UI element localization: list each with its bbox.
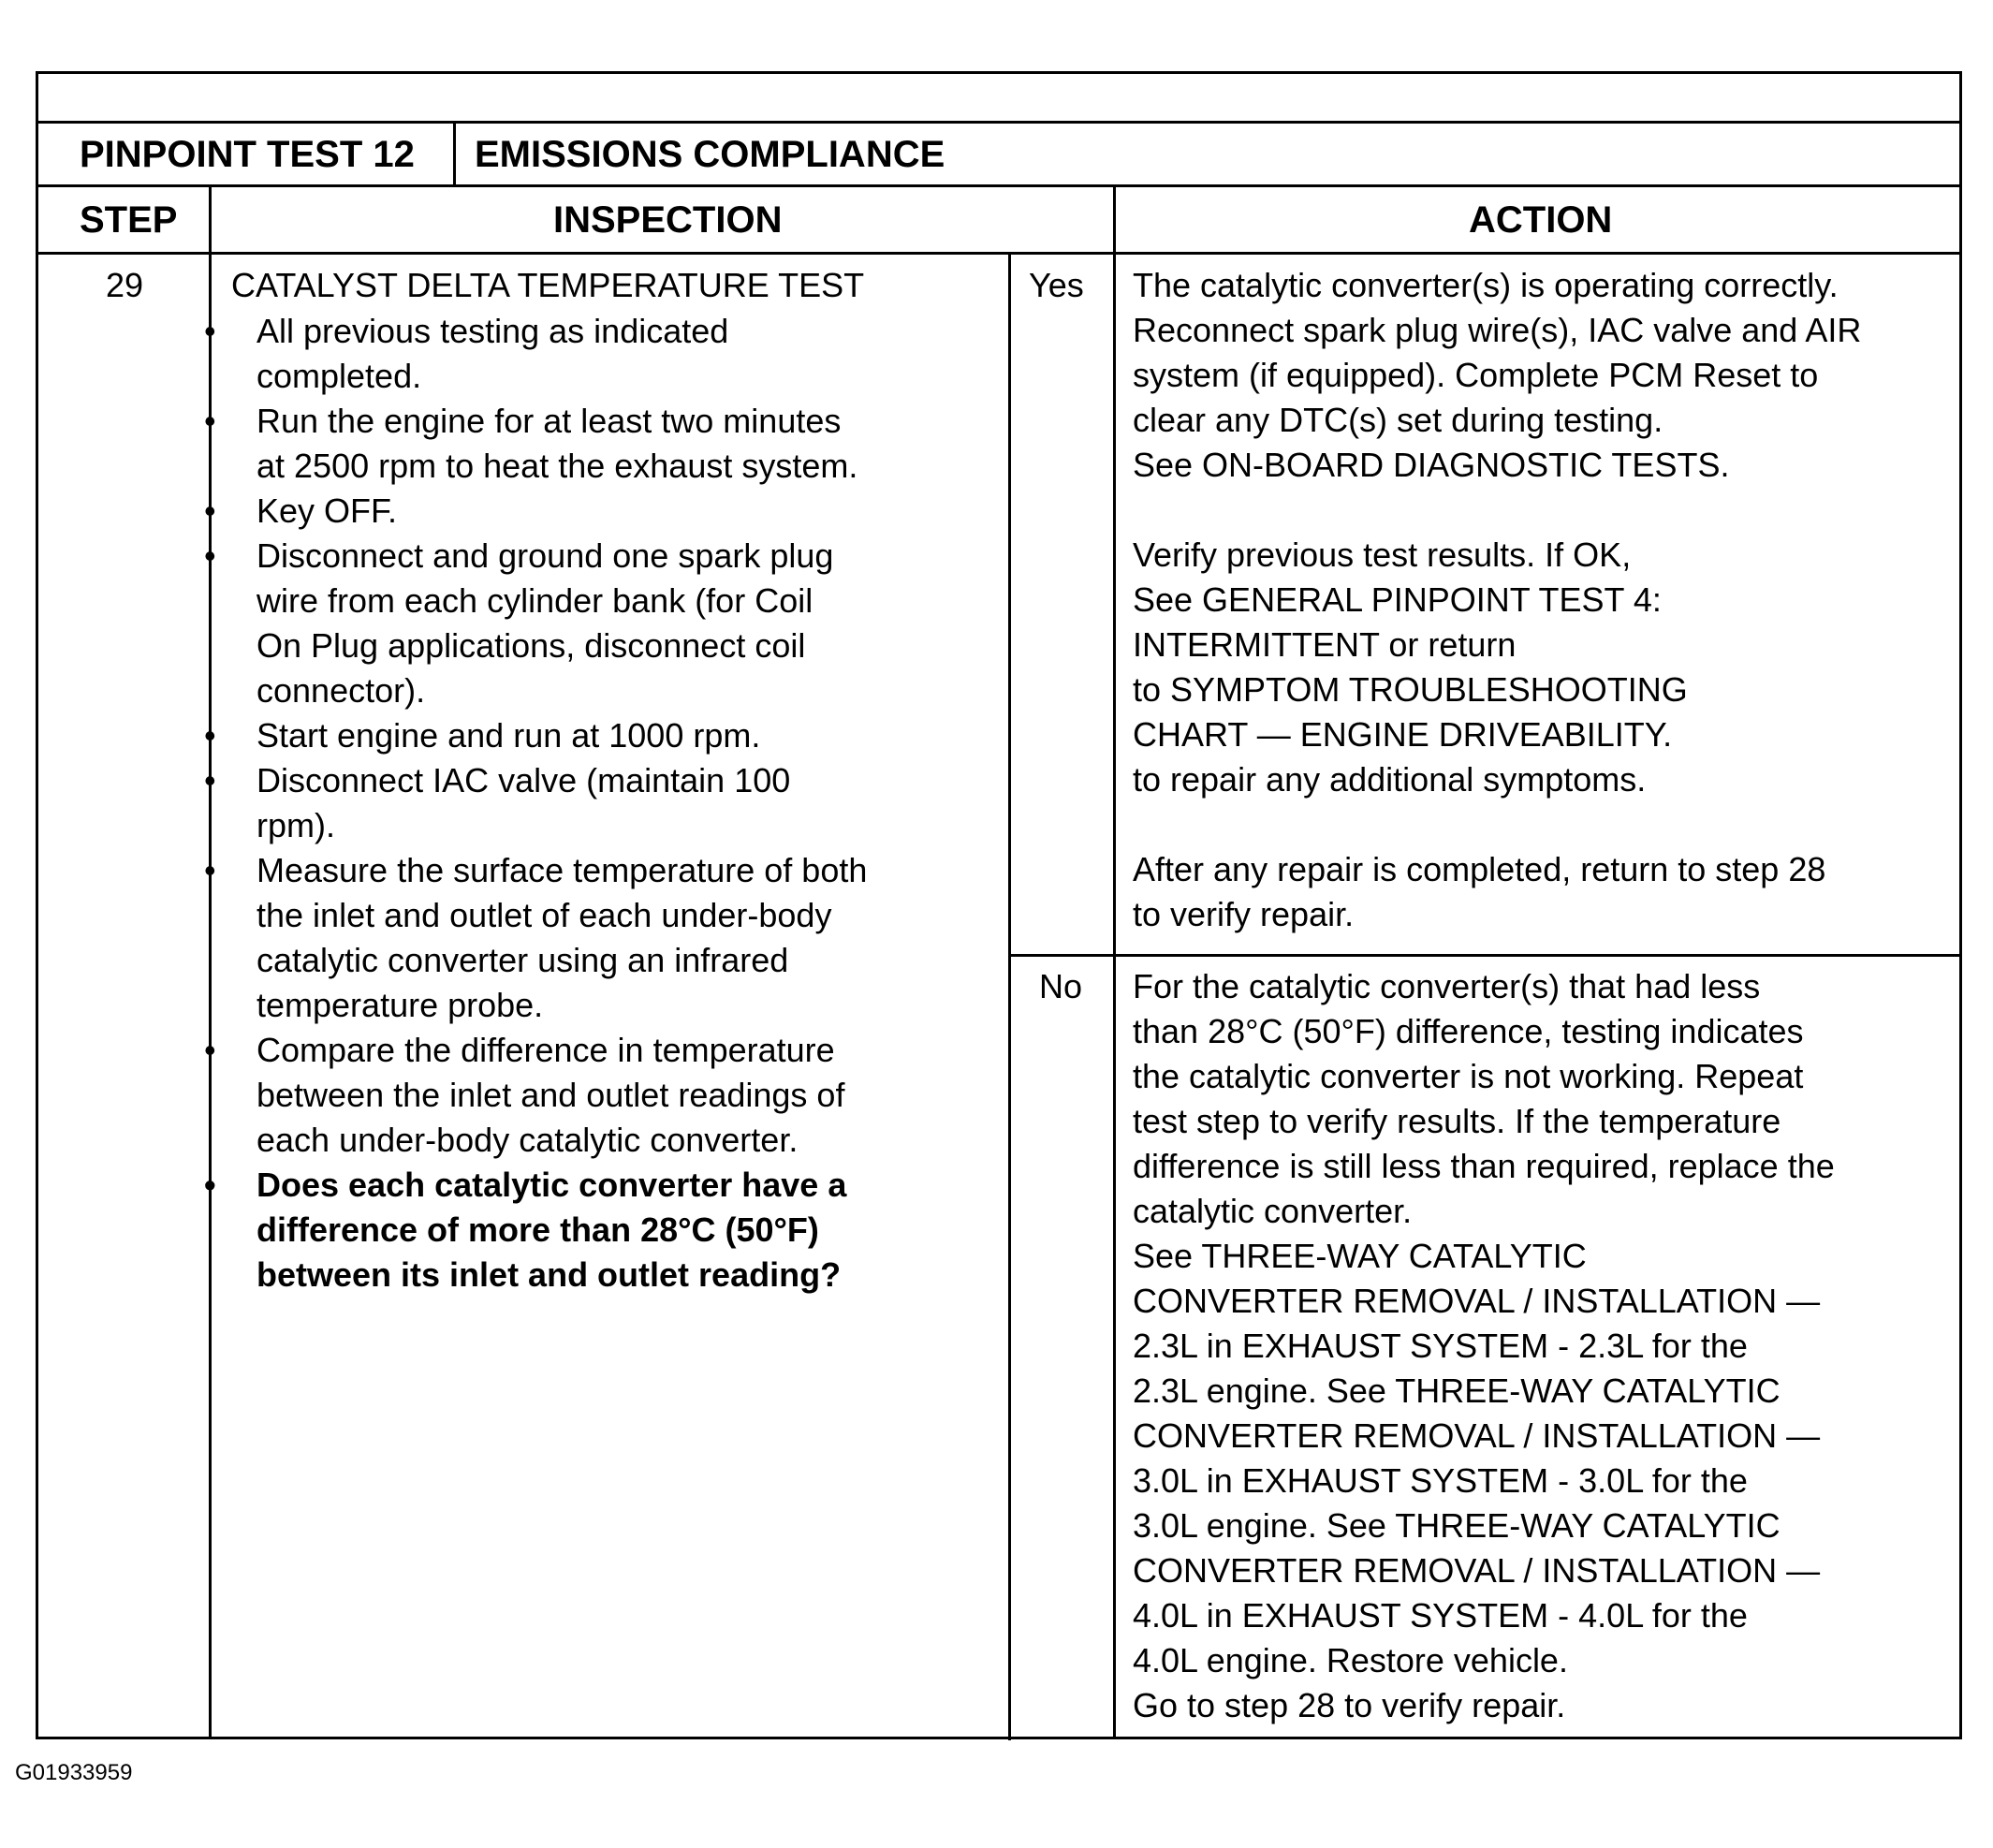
bullet-line: temperature probe. [256, 986, 544, 1024]
bullet-line: completed. [256, 357, 422, 395]
inspection-bullet [191, 399, 977, 489]
inspection-bullet [191, 713, 977, 758]
yes-action-line: Reconnect spark plug wire(s), IAC valve and AIR [1133, 311, 1862, 349]
bullet-line: Disconnect IAC valve (maintain 100 [256, 761, 791, 799]
bullet-line: between its inlet and outlet reading? [256, 1255, 842, 1294]
bullet-line: Start engine and run at 1000 rpm. [256, 716, 761, 755]
no-action-line: 2.3L in EXHAUST SYSTEM - 2.3L for the [1133, 1327, 1748, 1365]
inspection-bullet [191, 489, 977, 534]
bullet-dot-icon: • [204, 761, 216, 799]
yes-action-line: See ON-BOARD DIAGNOSTIC TESTS. [1133, 446, 1730, 484]
yes-action-line: CHART — ENGINE DRIVEABILITY. [1133, 715, 1673, 754]
no-action-line: CONVERTER REMOVAL / INSTALLATION — [1133, 1416, 1821, 1455]
bullet-line: Measure the surface temperature of both [256, 851, 868, 889]
bullet-line: Does each catalytic converter have a [256, 1166, 847, 1204]
no-action-line: test step to verify results. If the temperature [1133, 1102, 1781, 1140]
column-header-inspection: INSPECTION [553, 199, 783, 241]
no-action-line: 3.0L in EXHAUST SYSTEM - 3.0L for the [1133, 1461, 1748, 1500]
no-action-text [1133, 964, 1835, 1728]
yes-action-line: to repair any additional symptoms. [1133, 760, 1647, 799]
yes-action-line: See GENERAL PINPOINT TEST 4: [1133, 580, 1662, 619]
step-number: 29 [106, 266, 144, 304]
yes-action-text [1133, 263, 1861, 937]
bullet-line: Key OFF. [256, 491, 398, 530]
figure-id: G01933959 [15, 1760, 133, 1785]
bullet-dot-icon: • [204, 716, 216, 755]
bullet-line: each under-body catalytic converter. [256, 1121, 799, 1159]
no-action-line: catalytic converter. [1133, 1192, 1413, 1230]
rule-under-title-row [38, 184, 1959, 187]
inspection-title: CATALYST DELTA TEMPERATURE TEST [231, 266, 865, 304]
inspection-bullet [191, 309, 977, 399]
rule-under-column-headers [38, 252, 1959, 255]
bullet-line: All previous testing as indicated [256, 312, 729, 350]
inspection-bullet [191, 1163, 977, 1298]
bullet-line: rpm). [256, 806, 335, 844]
no-action-line: See THREE-WAY CATALYTIC [1133, 1237, 1587, 1275]
no-action-line: CONVERTER REMOVAL / INSTALLATION — [1133, 1282, 1821, 1320]
bullet-dot-icon: • [204, 1166, 216, 1204]
yes-action-line: clear any DTC(s) set during testing. [1133, 401, 1663, 439]
no-action-line: than 28°C (50°F) difference, testing indicates [1133, 1012, 1804, 1050]
rule-inspection-action-divider [1113, 184, 1116, 1738]
rule-yes-no-divider [1008, 954, 1959, 957]
inspection-bullet [191, 848, 977, 1028]
inspection-bullet [191, 758, 977, 848]
bullet-dot-icon: • [204, 312, 216, 350]
no-action-line: 4.0L engine. Restore vehicle. [1133, 1641, 1568, 1679]
rule-under-top-band [38, 121, 1959, 124]
bullet-line: between the inlet and outlet readings of [256, 1076, 845, 1114]
bullet-line: difference of more than 28°C (50°F) [256, 1210, 819, 1249]
inspection-bullet-list [191, 309, 977, 1298]
column-header-step: STEP [80, 199, 178, 241]
yes-action-line: After any repair is completed, return to step 28 [1133, 850, 1826, 888]
no-action-line: 3.0L engine. See THREE-WAY CATALYTIC [1133, 1506, 1781, 1545]
bullet-line: wire from each cylinder bank (for Coil [256, 581, 813, 620]
bullet-line: Compare the difference in temperature [256, 1031, 835, 1069]
yes-action-line: to verify repair. [1133, 895, 1355, 933]
yes-action-line [1133, 802, 1861, 847]
bullet-dot-icon: • [204, 402, 216, 440]
bullet-dot-icon: • [204, 1031, 216, 1069]
no-action-line: Go to step 28 to verify repair. [1133, 1686, 1566, 1724]
no-action-line: difference is still less than required, replace the [1133, 1147, 1835, 1185]
yes-action-line: The catalytic converter(s) is operating correctly. [1133, 266, 1839, 304]
rule-yes-no-column-divider [1008, 252, 1011, 1740]
bullet-dot-icon: • [204, 491, 216, 530]
pinpoint-test-label: PINPOINT TEST 12 [80, 134, 415, 175]
bullet-dot-icon: • [204, 851, 216, 889]
no-action-line: 4.0L in EXHAUST SYSTEM - 4.0L for the [1133, 1596, 1748, 1635]
yes-action-line: Verify previous test results. If OK, [1133, 535, 1632, 574]
yes-action-line: system (if equipped). Complete PCM Reset to [1133, 356, 1819, 394]
bullet-line: On Plug applications, disconnect coil [256, 626, 806, 665]
no-action-line: For the catalytic converter(s) that had less [1133, 967, 1761, 1005]
bullet-dot-icon: • [204, 536, 216, 575]
bullet-line: the inlet and outlet of each under-body [256, 896, 832, 934]
yes-action-line: to SYMPTOM TROUBLESHOOTING [1133, 670, 1688, 709]
yes-label: Yes [1029, 266, 1084, 304]
bullet-line: Run the engine for at least two minutes [256, 402, 842, 440]
bullet-line: at 2500 rpm to heat the exhaust system. [256, 447, 858, 485]
no-action-line: CONVERTER REMOVAL / INSTALLATION — [1133, 1551, 1821, 1590]
column-header-action: ACTION [1469, 199, 1613, 241]
rule-title-divider [453, 121, 456, 186]
no-action-line: 2.3L engine. See THREE-WAY CATALYTIC [1133, 1371, 1781, 1410]
no-action-line: the catalytic converter is not working. Repeat [1133, 1057, 1804, 1095]
yes-action-line [1133, 488, 1861, 533]
pinpoint-test-name: EMISSIONS COMPLIANCE [475, 134, 945, 175]
bullet-line: Disconnect and ground one spark plug [256, 536, 834, 575]
inspection-bullet [191, 534, 977, 713]
bullet-line: catalytic converter using an infrared [256, 941, 789, 979]
bullet-line: connector). [256, 671, 426, 710]
yes-action-line: INTERMITTENT or return [1133, 625, 1517, 664]
inspection-bullet [191, 1028, 977, 1163]
no-label: No [1039, 967, 1083, 1005]
